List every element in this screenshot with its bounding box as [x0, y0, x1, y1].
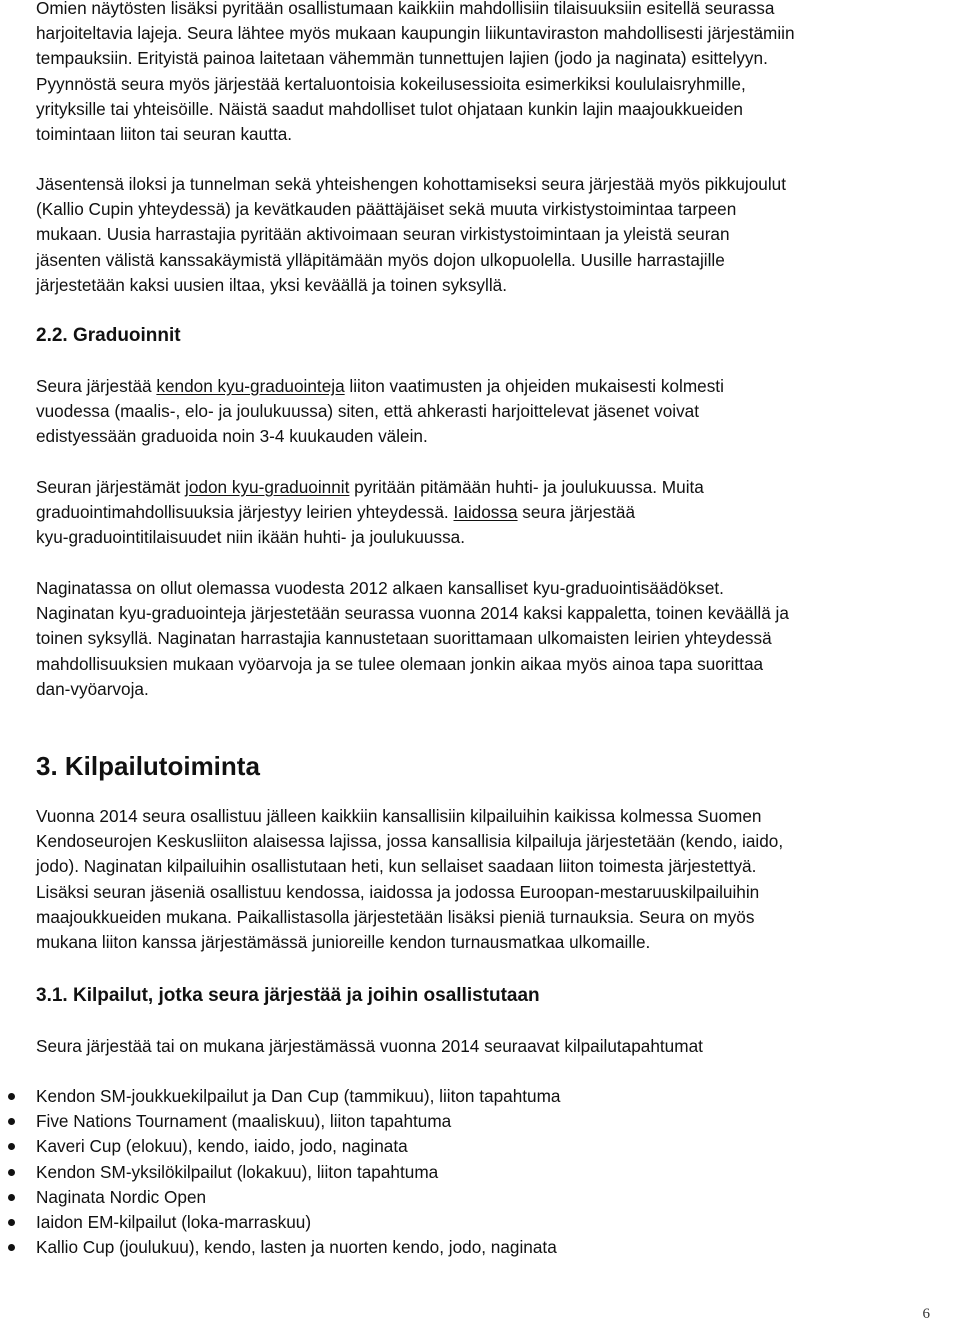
graduations-paragraph-naginata	[36, 576, 789, 702]
graduations-paragraph-jodo	[36, 475, 704, 551]
bullet-icon	[8, 1244, 15, 1251]
text-line: dan-vyöarvoja.	[36, 678, 149, 699]
bullet-icon	[8, 1118, 15, 1125]
text-span: liiton vaatimusten ja ohjeiden mukaisesti kolmesti	[344, 376, 724, 396]
text-span: graduointimahdollisuuksia järjestyy leirien yhteydessä.	[36, 502, 454, 523]
list-item: Iaidon EM-kilpailut (loka-marraskuu)	[36, 1210, 560, 1235]
section-heading-graduations: 2.2. Graduoinnit	[36, 325, 181, 346]
bullet-icon	[8, 1169, 15, 1176]
events-list	[36, 1084, 560, 1260]
graduations-paragraph-kendo	[36, 374, 724, 450]
kendo-graduation-link[interactable]: kendon kyu-graduointeja	[156, 376, 345, 396]
events-intro: Seura järjestää tai on mukana järjestämässä vuonna 2014 seuraavat kilpailutapahtumat	[36, 1036, 703, 1056]
text-span: pyritään pitämään huhti- ja joulukuussa. Muita	[349, 477, 704, 497]
list-item: Kallio Cup (joulukuu), kendo, lasten ja nuorten kendo, jodo, naginata	[36, 1235, 560, 1260]
page-number: 6	[922, 1306, 930, 1322]
text-line: edistyessään graduoida noin 3-4 kuukauden välein.	[36, 426, 428, 447]
jodo-graduation-link[interactable]: jodon kyu-graduoinnit	[185, 477, 350, 497]
list-item: Kendon SM-yksilökilpailut (lokakuu), liiton tapahtuma	[36, 1160, 560, 1185]
section-heading-competitions: 3. Kilpailutoiminta	[36, 751, 260, 781]
bullet-icon	[8, 1219, 15, 1226]
bullet-icon	[8, 1093, 15, 1100]
text-line: mukaan. Uusia harrastajia pyritään aktivoimaan seuran virkistystoimintaan ja yleistä seuran	[36, 224, 730, 245]
text-line: yrityksille tai yhteisöille. Näistä saadut mahdolliset tulot ohjataan kunkin lajin maajoukkueiden	[36, 98, 743, 119]
bullet-icon	[8, 1194, 15, 1201]
text-line: mahdollisuuksien mukaan vyöarvoja ja se tulee olemaan jonkin aikaa myös ainoa tapa suorittaa	[36, 653, 764, 674]
text-line: kyu-graduointitilaisuudet niin ikään huhti- ja joulukuussa.	[36, 527, 465, 548]
text-line: toinen syksyllä. Naginatan harrastajia kannustetaan suorittamaan ulkomaisten leirien yhteydessä	[36, 628, 772, 649]
list-item: Naginata Nordic Open	[36, 1185, 560, 1210]
text-line: Naginatan kyu-graduointeja järjestetään seurassa vuonna 2014 kaksi kappaletta, toinen keväällä ja	[36, 603, 789, 624]
list-item: Kaveri Cup (elokuu), kendo, iaido, jodo, naginata	[36, 1134, 560, 1159]
activities-paragraph	[36, 172, 786, 298]
text-line: Jäsentensä iloksi ja tunnelman sekä yhteishengen kohottamiseksi seura järjestää myös pikkujoulut	[36, 174, 786, 194]
text-line: Omien näytösten lisäksi pyritään osallistumaan kaikkiin mahdollisiin tilaisuuksiin esitellä seurassa	[36, 0, 775, 18]
text-line: Kendoseurojen Keskusliiton alaisessa lajissa, jossa kansallisia kilpailuja järjestetään (kendo, iaido,	[36, 831, 784, 852]
text-line: jodo). Naginatan kilpailuihin osallistutaan heti, kun sellaiset saadaan liiton toimesta järjestettyä.	[36, 856, 757, 877]
text-line: (Kallio Cupin yhteydessä) ja kevätkauden päättäjäiset sekä muuta virkistystoimintaa tarpeen	[36, 199, 737, 220]
section-heading-events: 3.1. Kilpailut, jotka seura järjestää ja joihin osallistutaan	[36, 985, 540, 1006]
text-line: järjestetään kaksi uusien iltaa, yksi keväällä ja toinen syksyllä.	[36, 274, 507, 295]
iaido-link[interactable]: Iaidossa	[453, 502, 518, 523]
bullet-icon	[8, 1143, 15, 1150]
text-line: tempauksiin. Erityistä painoa laitetaan vähemmän tunnettujen lajien (jodo ja naginata) esittelyyn.	[36, 48, 768, 69]
list-item: Five Nations Tournament (maaliskuu), liiton tapahtuma	[36, 1109, 560, 1134]
text-line: jäsenten välistä kanssakäymistä ylläpitämään myös dojon ulkopuolella. Uusille harrastajille	[36, 249, 725, 270]
text-line: maajoukkueiden mukana. Paikallistasolla järjestetään lisäksi pieniä turnauksia. Seura on myös	[36, 906, 755, 927]
text-span: seura järjestää	[517, 502, 636, 523]
intro-paragraph	[36, 0, 795, 147]
text-span: Seura järjestää	[36, 376, 157, 396]
text-line: mukana liiton kanssa järjestämässä junioreille kendon turnausmatkaa ulkomaille.	[36, 932, 651, 953]
text-line: toimintaan liiton tai seuran kautta.	[36, 124, 293, 145]
text-line: Vuonna 2014 seura osallistuu jälleen kaikkiin kansallisiin kilpailuihin kaikissa kolmessa Suomen	[36, 806, 762, 826]
text-line: Pyynnöstä seura myös järjestää kertaluontoisia kokeilusessioita esimerkiksi koululaisryhmille,	[36, 73, 746, 94]
list-item: Kendon SM-joukkuekilpailut ja Dan Cup (tammikuu), liiton tapahtuma	[36, 1084, 560, 1109]
competitions-paragraph	[36, 804, 783, 955]
text-line: Lisäksi seuran jäseniä osallistuu kendossa, iaidossa ja jodossa Euroopan-mestaruuskilpailuihin	[36, 881, 760, 902]
text-line: harjoiteltavia lajeja. Seura lähtee myös mukaan kaupungin liikuntaviraston mahdollisesti järjestämiin	[36, 23, 795, 44]
text-span: Seuran järjestämät	[36, 477, 186, 497]
text-line: vuodessa (maalis-, elo- ja joulukuussa) siten, että ahkerasti harjoittelevat jäsenet voivat	[36, 401, 700, 422]
text-line: Naginatassa on ollut olemassa vuodesta 2012 alkaen kansalliset kyu-graduointisäädökset.	[36, 578, 724, 598]
